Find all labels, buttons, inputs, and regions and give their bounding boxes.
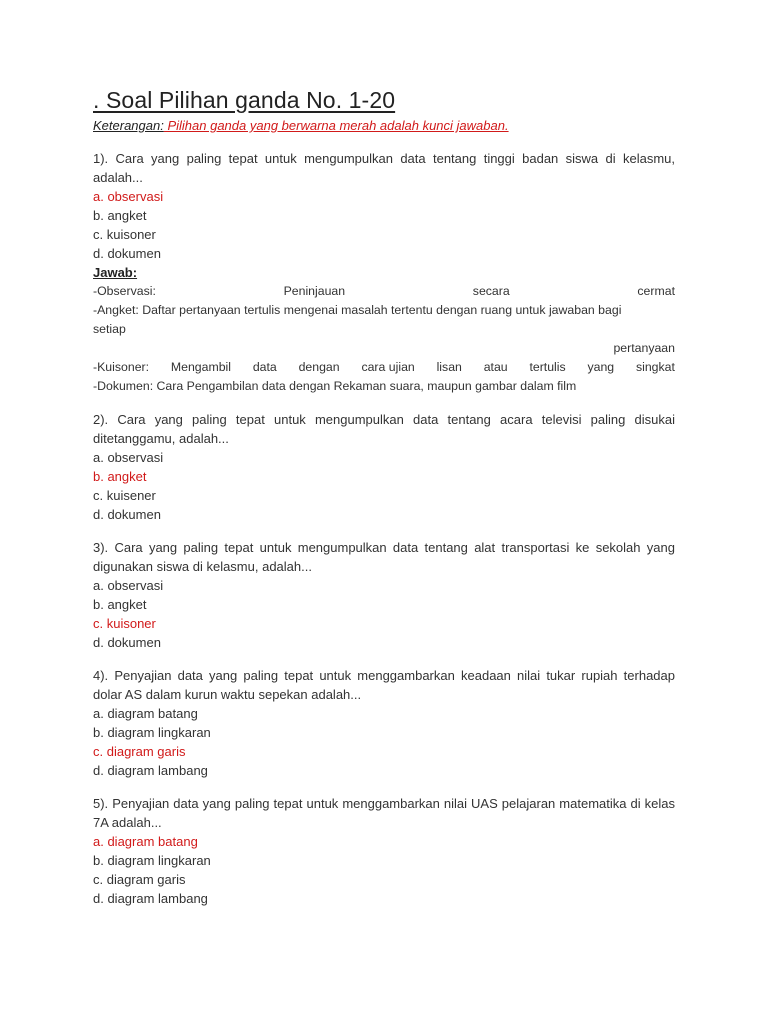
- q1-option-a: a. observasi: [93, 189, 164, 204]
- q2-option-a: a. observasi: [93, 450, 164, 465]
- dokumen-line: -Dokumen: Cara Pengambilan data dengan Rekaman suara, maupun gambar dalam film: [93, 379, 577, 393]
- q5-option-a: a. diagram batang: [93, 834, 198, 849]
- q5-option-b: b. diagram lingkaran: [93, 853, 211, 868]
- kuisoner-line: [93, 358, 675, 377]
- keterangan-label: Keterangan:: [93, 118, 164, 133]
- angket-line-1: -Angket: Daftar pertanyaan tertulis mengenai masalah tertentu dengan ruang untuk jawaban bagi: [93, 303, 622, 317]
- q1-option-d: d. dokumen: [93, 246, 161, 261]
- question-4-text: 4). Penyajian data yang paling tepat untuk menggambarkan keadaan nilai tukar rupiah terhadap dolar AS dalam kurun waktu sepekan adalah...: [93, 668, 675, 702]
- q3-option-a: a. observasi: [93, 578, 164, 593]
- kuisoner-word: Mengambil: [170, 360, 232, 374]
- q1-option-b: b. angket: [93, 208, 147, 223]
- q4-option-d: d. diagram lambang: [93, 763, 208, 778]
- kuisoner-word: tertulis: [529, 360, 566, 374]
- angket-line-2: setiap: [93, 322, 126, 336]
- kuisoner-word: -Kuisoner:: [93, 360, 150, 374]
- kuisoner-word: cara ujian: [361, 360, 415, 374]
- q2-option-c: c. kuisener: [93, 488, 156, 503]
- observasi-word: -Observasi:: [93, 284, 156, 298]
- kuisoner-word: singkat: [635, 360, 675, 374]
- question-3: [93, 538, 675, 652]
- question-5-text: 5). Penyajian data yang paling tepat untuk menggambarkan nilai UAS pelajaran matematika di kelas 7A adalah...: [93, 796, 675, 830]
- q4-option-a: a. diagram batang: [93, 706, 198, 721]
- question-1: [93, 149, 675, 396]
- q2-option-b: b. angket: [93, 469, 147, 484]
- q1-option-c: c. kuisoner: [93, 227, 156, 242]
- q4-option-b: b. diagram lingkaran: [93, 725, 211, 740]
- q3-option-b: b. angket: [93, 597, 147, 612]
- page-title: . Soal Pilihan ganda No. 1-20: [93, 87, 396, 113]
- keterangan-text: Pilihan ganda yang berwarna merah adalah kunci jawaban.: [163, 118, 509, 133]
- question-2-text: 2). Cara yang paling tepat untuk mengumpulkan data tentang acara televisi paling disukai ditetanggamu, adalah...: [93, 412, 675, 446]
- keterangan: [93, 117, 675, 135]
- observasi-word: Peninjauan: [283, 284, 346, 298]
- q3-option-d: d. dokumen: [93, 635, 161, 650]
- kuisoner-word: atau: [483, 360, 508, 374]
- q3-option-c: c. kuisoner: [93, 616, 156, 631]
- kuisoner-word: yang: [587, 360, 615, 374]
- observasi-line: [93, 282, 675, 301]
- jawab-label: Jawab:: [93, 265, 138, 280]
- question-4: [93, 666, 675, 780]
- q4-option-c: c. diagram garis: [93, 744, 186, 759]
- question-5: [93, 794, 675, 908]
- question-2: [93, 410, 675, 524]
- observasi-word: secara: [472, 284, 510, 298]
- q5-option-d: d. diagram lambang: [93, 891, 208, 906]
- q5-option-c: c. diagram garis: [93, 872, 186, 887]
- kuisoner-word: data: [252, 360, 277, 374]
- question-1-text: 1). Cara yang paling tepat untuk mengumpulkan data tentang tinggi badan siswa di kelasmu, adalah...: [93, 151, 675, 185]
- observasi-word: cermat: [637, 284, 675, 298]
- kuisoner-word: dengan: [298, 360, 340, 374]
- question-3-text: 3). Cara yang paling tepat untuk mengumpulkan data tentang alat transportasi ke sekolah yang digunakan siswa di kelasmu, adalah...: [93, 540, 675, 574]
- document-content: [93, 86, 675, 908]
- q2-option-d: d. dokumen: [93, 507, 161, 522]
- angket-line-3: pertanyaan: [613, 341, 675, 355]
- kuisoner-word: lisan: [436, 360, 462, 374]
